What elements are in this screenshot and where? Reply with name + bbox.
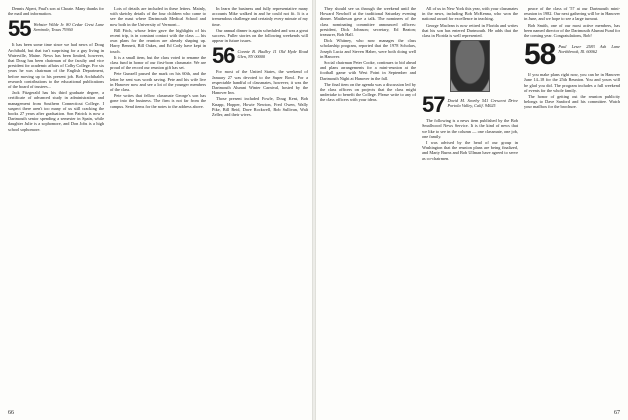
portrait-photo bbox=[450, 40, 490, 92]
paragraph: peace of the class of '57 at our Dartmouth mini-reunion in 1982. Our next gathering will be in Hanover in June, and we hope to see a large turnout. bbox=[524, 6, 620, 22]
page-number: 67 bbox=[614, 410, 620, 416]
paragraph: Our annual dinner is again scheduled and was a great success. Fuller stories on the following weekends will appear in future issues. bbox=[212, 27, 308, 44]
paragraph: For most of the United States, the weekend of January 27 was devoted to the Super Bowl. For a respectable handful of classmates, however, it was the Dartmouth Alumni Winter Carnival, hosted by the Hanover Inn. bbox=[212, 69, 308, 96]
paragraph: In learn the business and fully representative many accounts Mike walked in and he could not fit. It is a tremendous challenge and certainly every minute of my time. bbox=[212, 6, 308, 27]
paragraph: Bill Fitch, whose letter gave the highlights of his recent trip, is in constant contact with the class — his own plans for the reunion are already shaping up. Harry Bennett, Bill Oakes, and Ed Cody have kept in touch. bbox=[110, 27, 206, 54]
class-year-number: 56 bbox=[212, 43, 235, 69]
secretary-address: David M. Searby 541 Crescent Drive Portola Valley, Calif. 94025 bbox=[447, 98, 518, 109]
secretary-address: Webster Wilde Jr. 80 Cedar Crest Lane Seminole, Texas 79360 bbox=[33, 22, 104, 33]
left-page bbox=[0, 0, 312, 420]
page-number: 66 bbox=[8, 410, 14, 416]
paragraph: All of us in New York this year, with your classmates in the news, including Bob McKenna, who won the national award for excellence in teaching. bbox=[422, 6, 518, 22]
class-entry-55 bbox=[8, 16, 104, 42]
class-year-number: 57 bbox=[422, 92, 445, 118]
paragraph: Those present included Fowle, Doug Kent, Bob Knapp, Hopper, Howie Newton, Fred Owen, Wally Pike, Bill Reid, Dave Rockwell, Bob Sullivan, Walt Zeller, and their wives. bbox=[212, 96, 308, 118]
paragraph: Social chairman Peter Cooke, continues to bid ahead and plans arrangements for a mini-reunion at the football game with West Point in September and Dartmouth Night at Hanover in the fall. bbox=[320, 60, 416, 81]
right-column-1 bbox=[320, 6, 416, 104]
class-entry-56 bbox=[212, 43, 308, 69]
paragraph: It has been some time since we had news of Doug Archibald, but that isn't surprising for a guy living in Waterville, Maine. News has been limited, however, that Doug has been chairman of the faculty and vice president for academic affairs of Colby College. For six years he was chairman of the English Department, before moving up to his present job. Bob Archibald's research contributions to the educational publications of the board of trustees... bbox=[8, 42, 104, 90]
paragraph: Dennis Alpert, Paul's son at Choate. Many thanks for the mail and information. bbox=[8, 6, 104, 17]
paragraph: If you make plans right now, you can be in Hanover June 14–18 for the 25th Reunion. You and yours will be glad you did. The program includes a full weekend of events for the whole family. bbox=[524, 72, 620, 93]
class-year-number: 58 bbox=[524, 38, 556, 72]
paragraph: Jack Fitzgerald has his third graduate degree, a certificate of advanced study in administration and management from Southern Connecticut College. I suspect there aren't too many of us still cracking the books 27 years after graduation. Son Patrick is now a Dartmouth senior spending a semester in Spain, while daughter Julie is a sophomore, and Don Jobs is a high school sophomore. bbox=[8, 90, 104, 132]
secretary-address: Paul Leser 2583 Ash Lane Northbrook, Ill. 60062 bbox=[558, 44, 620, 55]
right-column-2 bbox=[422, 6, 518, 162]
paragraph: I was advised by the head of our group in Washington that the reunion plans are being finalized, and Marty Burns and Bob Ullman have agreed to serve as co-chairmen. bbox=[422, 140, 518, 161]
paragraph: It is a small item, but the class voted to rename the class fund in honor of our first-born classmate. We are proud of the record our reunion gift has set. bbox=[110, 54, 206, 71]
paragraph: George Maclean is now retired in Florida and writes that his son has entered Dartmouth. He adds that the class in Florida is well represented. bbox=[422, 22, 518, 39]
class-entry-58 bbox=[524, 38, 620, 72]
left-column-1 bbox=[8, 6, 104, 133]
paragraph: Pete Gunzell passed the mark on his 60th, and the letter he sent was worth saving. Pete and his wife live in Hanover now and see a lot of the younger members of the class. bbox=[110, 71, 206, 93]
paragraph: The final item on the agenda was a discussion led by the class officers on projects that the class might undertake to benefit the College. Please write to any of the class officers with your ideas. bbox=[320, 81, 416, 103]
class-entry-57 bbox=[422, 92, 518, 118]
paragraph: Bob Smith, one of our most active members, has been named director of the Dartmouth Alumni Fund for the coming year. Congratulations, Bob! bbox=[524, 22, 620, 39]
left-column-2 bbox=[110, 6, 206, 110]
left-column-3 bbox=[212, 6, 308, 118]
class-year-number: 55 bbox=[8, 16, 31, 42]
paragraph: They should see us through the weekend until the Howard Newhoff at the traditional Saturday evening dinner. Mattheson gave a talk. The nominees of the class nominating committee announced officers: president, Dick Johnson; secretary, Ed Beaton; treasurer, Bob Hall. bbox=[320, 6, 416, 38]
paragraph: Dick Whitney, who now manages the class scholarship program, reported that the 1978 Scholars, Joseph Lucia and Steven Haber, were both doing well in Hanover. bbox=[320, 38, 416, 59]
right-column-3 bbox=[524, 6, 620, 111]
paragraph: The honor of getting out the reunion publicity belongs to Dave Sanford and his committee. Watch your mailbox for the brochure. bbox=[524, 94, 620, 110]
secretary-address: Connie B. Hadley 11 Old Hyde Road Glen, NY 00000 bbox=[237, 49, 308, 60]
right-page bbox=[316, 0, 628, 420]
paragraph: Pete writes that fellow classmate George's son has gone into the business. The firm is not far from the campus. Send items for the notes to the address above. bbox=[110, 93, 206, 109]
paragraph: The following is a news item published by the Bob Smallwood News Service. It is the kind of news that we like to see in the column — one classmate, one job, one family. bbox=[422, 118, 518, 139]
paragraph: Lots of details are included in these letters. Mainly, with sketchy details of the four children who came to see the mast where Dartmouth Medical School and now both in the University of Vermont... bbox=[110, 6, 206, 27]
